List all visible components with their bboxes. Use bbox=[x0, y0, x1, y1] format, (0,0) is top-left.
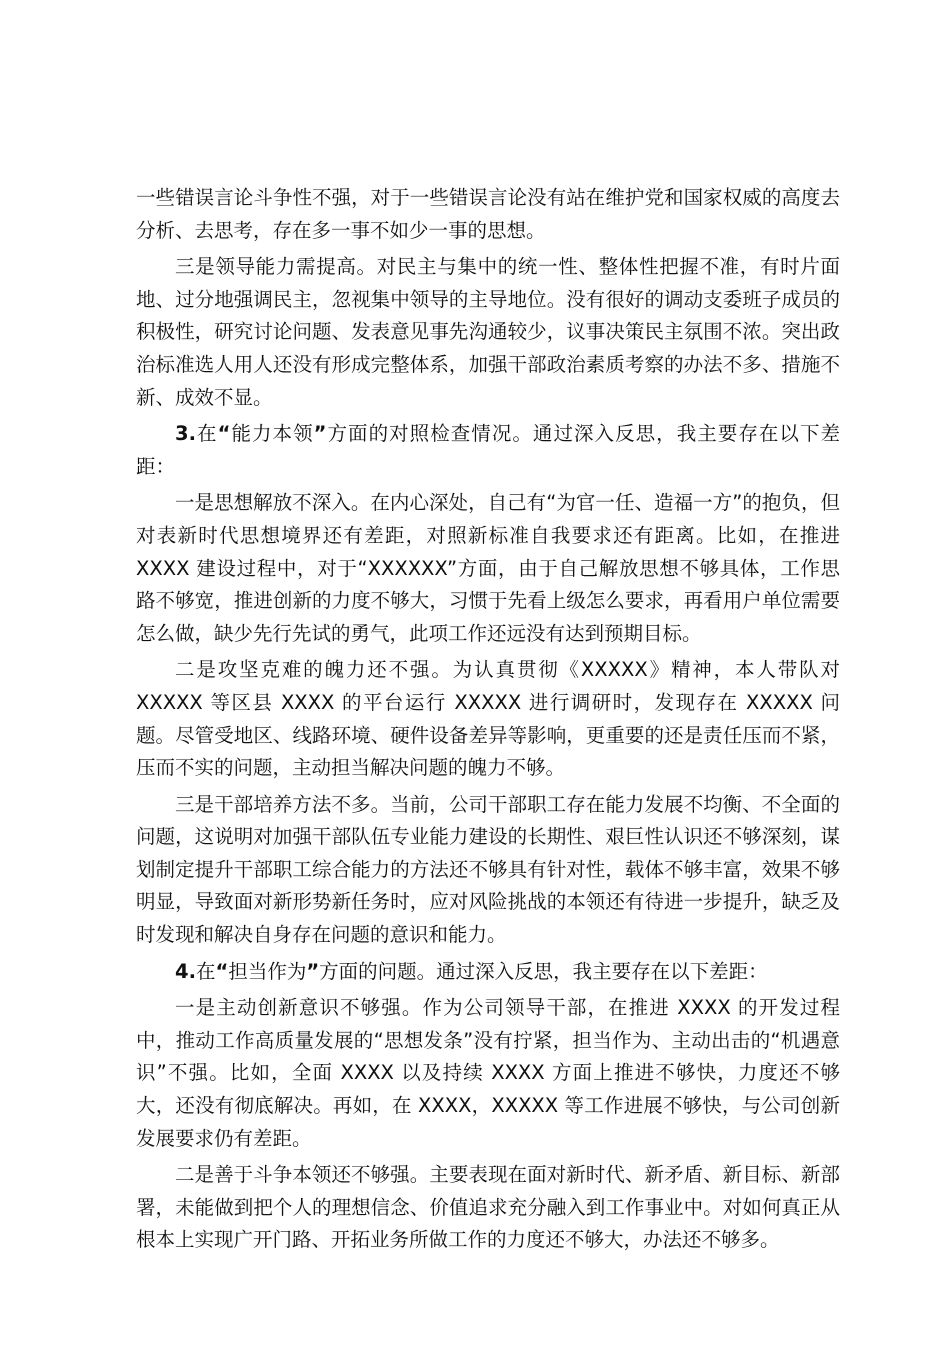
paragraph-innovation: 一是主动创新意识不够强。作为公司领导干部，在推进 XXXX 的开发过程中，推动工作高质量发展的“思想发条”没有拧紧，担当作为、主动出击的“机遇意识”不强。比如，全面 XXXX 以及持续 XXXX 方面上推进不够快，力度还不够大，还没有彻底解决。再如，在 XXXX，XXXXX 等工作进展不够快，与公司创新发展要求仍有差距。 bbox=[136, 996, 840, 1150]
section-heading-close-quote: ” bbox=[313, 422, 327, 446]
paragraph-thought-liberation: 一是思想解放不深入。在内心深处，自己有“为官一任、造福一方”的抱负，但对表新时代思想境界还有差距，对照新标准自我要求还有距离。比如，在推进 XXXX 建设过程中，对于“XXXXXX”方面，由于自己解放思想不够具体，工作思路不够宽，推进创新的力度不够大，习惯于先看上级怎么要求，再看用户单位需要怎么做，缺少先行先试的勇气，此项工作还远没有达到预期目标。 bbox=[136, 491, 840, 645]
section-heading-close-quote: ” bbox=[306, 959, 320, 983]
section-heading-title: 能力本领 bbox=[230, 422, 314, 446]
paragraph-leadership: 三是领导能力需提高。对民主与集中的统一性、整体性把握不准，有时片面地、过分地强调民主，忽视集中领导的主导地位。没有很好的调动支委班子成员的积极性，研究讨论问题、发表意见事先沟通较少，议事决策民主氛围不浓。突出政治标准选人用人还没有形成完整体系，加强干部政治素质考察的办法不多、措施不新、成效不显。 bbox=[136, 255, 840, 409]
section-number: 4. bbox=[175, 959, 196, 983]
section-heading-4 bbox=[136, 956, 840, 989]
paragraph-continuation: 一些错误言论斗争性不强，对于一些错误言论没有站在维护党和国家权威的高度去分析、去思考，存在多一事不如少一事的思想。 bbox=[136, 186, 840, 242]
section-heading-open-quote: “ bbox=[215, 959, 229, 983]
paragraph-struggle: 二是善于斗争本领还不够强。主要表现在面对新时代、新矛盾、新目标、新部署，未能做到把个人的理想信念、价值追求充分融入到工作事业中。对如何真正从根本上实现广开门路、开拓业务所做工作的力度还不够大，办法还不够多。 bbox=[136, 1163, 840, 1252]
section-heading-rest: 方面的问题。通过深入反思，我主要存在以下差距： bbox=[319, 959, 768, 983]
section-heading-3 bbox=[136, 418, 840, 483]
paragraph-cadre-training: 三是干部培养方法不多。当前，公司干部职工存在能力发展不均衡、不全面的问题，这说明对加强干部队伍专业能力建设的长期性、艰巨性认识还不够深刻，谋划制定提升干部职工综合能力的方法还不够具有针对性，载体不够丰富，效果不够明显，导致面对新形势新任务时，应对风险挑战的本领还有待进一步提升，缺乏及时发现和解决自身存在问题的意识和能力。 bbox=[136, 792, 840, 947]
section-heading-open-quote: “ bbox=[217, 422, 231, 446]
document-body bbox=[136, 182, 840, 1261]
paragraph-courage: 二是攻坚克难的魄力还不强。为认真贯彻《XXXXX》精神，本人带队对 XXXXX 等区县 XXXX 的平台运行 XXXXX 进行调研时，发现存在 XXXXX 问题。尽管受地区、线路环境、硬件设备差异等影响，更重要的还是责任压而不紧，压而不实的问题，主动担当解决问题的魄力不够。 bbox=[136, 658, 840, 780]
section-heading-rest: 方面的对照检查情况。通过深入反思，我主要存在以下差距： bbox=[136, 422, 840, 478]
section-number: 3. bbox=[175, 422, 196, 446]
section-heading-title: 担当作为 bbox=[228, 959, 307, 983]
section-heading-pre: 在 bbox=[195, 959, 216, 983]
section-heading-pre: 在 bbox=[195, 422, 218, 446]
